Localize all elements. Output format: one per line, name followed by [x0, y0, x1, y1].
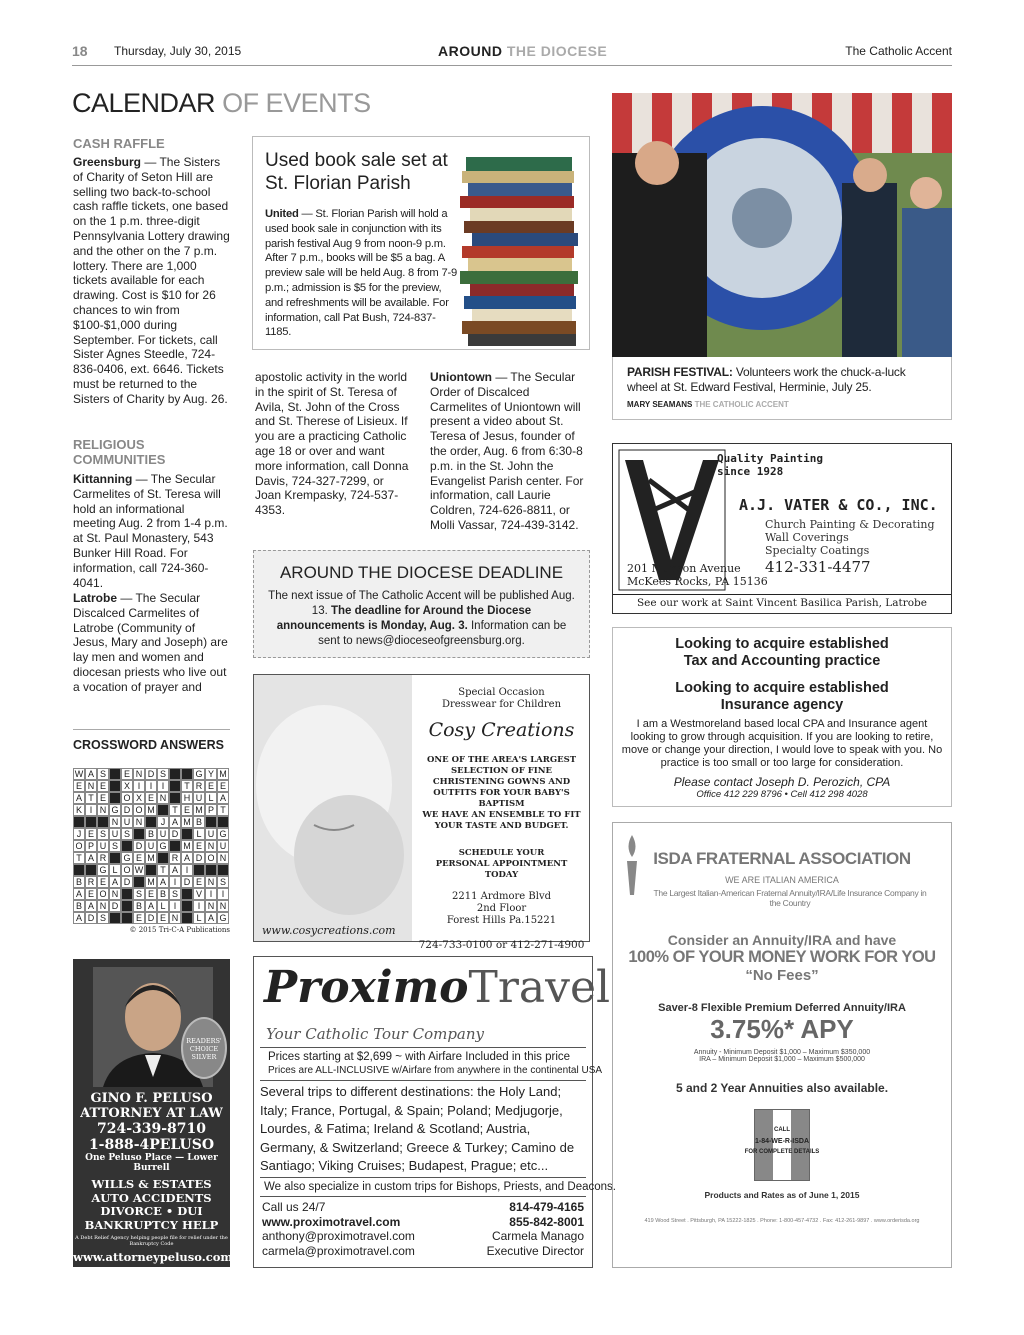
- section-title: AROUND THE DIOCESE: [438, 43, 608, 59]
- vater-slogan: Quality Painting since 1928: [717, 452, 823, 478]
- crossword-cell: D: [109, 900, 121, 912]
- crossword-cell: U: [145, 840, 157, 852]
- crossword-cell: S: [169, 888, 181, 900]
- peluso-address: One Peluso Place — Lower Burrell: [85, 1153, 218, 1173]
- crossword-cell: R: [193, 780, 205, 792]
- vater-address: 201 Munson Avenue McKees Rocks, PA 15136: [627, 562, 768, 588]
- crossword-cell: A: [205, 912, 217, 924]
- crossword-cell: M: [145, 852, 157, 864]
- crossword-black-cell: [133, 828, 145, 840]
- book-sale-box: [252, 136, 590, 350]
- crossword-cell: S: [217, 876, 229, 888]
- crossword-black-cell: [217, 864, 229, 876]
- crossword-cell: S: [97, 768, 109, 780]
- proximo-custom: We also specialize in custom trips for Bishops, Priests, and Deacons.: [260, 1177, 586, 1197]
- crossword-heading: CROSSWORD ANSWERS: [73, 738, 224, 752]
- cosy-content: [414, 687, 589, 951]
- kittanning-item: Kittanning — The Secular Carmelites of St. Teresa will hold an informational meeting Aug. 2 from 1-4 p.m. at St. Paul Monastery, 543 Bunker Hill Road. For information, call 724-360-4041.: [73, 472, 228, 590]
- publication-name: The Catholic Accent: [845, 44, 952, 58]
- crossword-cell: E: [73, 780, 85, 792]
- crossword-copyright: © 2015 Tri-C-A Publications: [129, 926, 230, 934]
- isda-h1: Consider an Annuity/IRA and have: [667, 932, 897, 948]
- crossword-cell: E: [121, 768, 133, 780]
- crossword-cell: N: [205, 876, 217, 888]
- crossword-black-cell: [121, 912, 133, 924]
- isda-also: 5 and 2 Year Annuities also available.: [675, 1081, 889, 1095]
- isda-rates: Products and Rates as of June 1, 2015: [704, 1190, 860, 1200]
- peluso-ad: [73, 959, 233, 1267]
- crossword-black-cell: [181, 888, 193, 900]
- crossword-cell: G: [121, 852, 133, 864]
- isda-tagline: The Largest Italian-American Fraternal Annuity/IRA/Life Insurance Company in the Country: [653, 888, 927, 908]
- photo-caption-box: [612, 357, 952, 420]
- cpa-ad: [612, 627, 952, 807]
- crossword-cell: A: [217, 792, 229, 804]
- crossword-cell: W: [74, 769, 84, 779]
- cosy-tagline: Special Occasion Dresswear for Children: [441, 687, 562, 710]
- crossword-cell: A: [85, 900, 97, 912]
- crossword-cell: D: [193, 852, 205, 864]
- peluso-title: ATTORNEY AT LAW: [80, 1106, 223, 1121]
- crossword-cell: I: [145, 780, 157, 792]
- crossword-cell: N: [157, 792, 169, 804]
- uniontown-item: Uniontown — The Secular Order of Discalced Carmelites of Uniontown will present a video about St. Teresa of Jesus, founder of the order, Aug. 6 from 6:30-8 p.m. in the St. John the Evangelist Parish center. For information, call Laurie Coldren, 724-626-8811, or Molli Vassar, 724-439-3142.: [430, 370, 584, 532]
- crossword-cell: N: [205, 840, 217, 852]
- crossword-black-cell: [85, 864, 97, 876]
- crossword-cell: E: [193, 876, 205, 888]
- cosy-desc1: ONE OF THE AREA'S LARGEST SELECTION OF FINE CHRISTENING GOWNS AND OUTFITS FOR YOUR BABY'S BAPTISM: [426, 755, 577, 809]
- crossword-black-cell: [205, 864, 217, 876]
- crossword-cell: E: [85, 888, 97, 900]
- crossword-black-cell: [205, 816, 217, 828]
- crossword-cell: G: [97, 864, 109, 876]
- peluso-content: [73, 1091, 233, 1264]
- book-sale-title: Used book sale set at St. Florian Parish: [265, 150, 448, 194]
- isda-name: ISDA FRATERNAL ASSOCIATION: [653, 849, 911, 868]
- crossword-cell: B: [193, 816, 205, 828]
- crossword-cell: R: [169, 852, 181, 864]
- crossword-cell: N: [217, 852, 229, 864]
- crossword-cell: P: [85, 840, 97, 852]
- crossword-cell: N: [133, 816, 145, 828]
- crossword-cell: E: [145, 888, 157, 900]
- crossword-cell: G: [217, 828, 229, 840]
- crossword-cell: M: [217, 768, 229, 780]
- proximo-trips: Several trips to different destinations: the Holy Land; Italy; France, Portugal, & Spain; Poland; Medjugorje, Lourdes, & Fatima; Ireland & Scotland; Austria, Germany, & Switzerland; Greece & Turkey; Camino de Santiago; Viking Cruises; Budapest, Prague; etc...: [260, 1084, 575, 1173]
- crossword-cell: N: [133, 768, 145, 780]
- crossword-cell: I: [205, 888, 217, 900]
- crossword-cell: D: [145, 768, 157, 780]
- isda-footer: 419 Wood Street . Pittsburgh, PA 15222-1825 . Phone: 1-800-457-4732 . Fax: 412-261-9897 . www.orderisda.org: [644, 1218, 920, 1224]
- crossword-cell: S: [97, 912, 109, 924]
- crossword-cell: M: [145, 876, 157, 888]
- crossword-cell: O: [97, 888, 109, 900]
- deadline-text: The next issue of The Catholic Accent will be published Aug. 13. The deadline for Around the Diocese announcements is Monday, Aug. 3. Information can be sent to news@dioceseofgreensburg.org.: [268, 590, 575, 647]
- vater-name: A.J. VATER & CO., INC.: [739, 496, 938, 514]
- crossword-cell: U: [205, 828, 217, 840]
- crossword-cell: O: [73, 840, 85, 852]
- crossword-black-cell: [121, 888, 133, 900]
- crossword-black-cell: [133, 876, 145, 888]
- crossword-cell: N: [97, 804, 109, 816]
- crossword-cell: T: [73, 852, 85, 864]
- crossword-cell: S: [109, 840, 121, 852]
- crossword-cell: L: [193, 828, 205, 840]
- cosy-address: 2211 Ardmore Blvd 2nd Floor Forest Hills Pa.15221: [446, 891, 557, 926]
- vater-services: Church Painting & Decorating Wall Coverings Specialty Coatings: [765, 518, 935, 557]
- readers-choice-badge: READERS' CHOICE SILVER: [181, 1017, 227, 1079]
- crossword-black-cell: [169, 792, 181, 804]
- book-sale-text: United — St. Florian Parish will hold a used book sale in conjunction with its parish festival Aug 9 from noon-9 p.m. After 7 p.m., books will be $5 a bag. A preview sale will be held Aug. 8 from 7-9 p.m.; admission is $5 for the preview, and refreshments will be available. For information, call Pat Bush, 724-837-1185.: [265, 208, 458, 339]
- crossword-black-cell: [193, 864, 205, 876]
- crossword-cell: O: [133, 804, 145, 816]
- crossword-cell: M: [145, 804, 157, 816]
- crossword-cell: B: [157, 888, 169, 900]
- crossword-cell: T: [181, 780, 193, 792]
- torch-icon: [621, 833, 643, 897]
- isda-min2: IRA – Minimum Deposit $1,000 – Maximum $500,000: [699, 1056, 865, 1063]
- crossword-black-cell: [217, 816, 229, 828]
- crossword-cell: T: [157, 864, 169, 876]
- crossword-cell: J: [73, 828, 85, 840]
- peluso-web: www.attorneypeluso.com: [73, 1250, 233, 1264]
- crossword-cell: A: [73, 888, 85, 900]
- crossword-cell: A: [157, 876, 169, 888]
- crossword-cell: A: [85, 852, 97, 864]
- vater-ad: [612, 443, 952, 614]
- parish-festival-photo: [612, 93, 952, 357]
- crossword-black-cell: [109, 768, 121, 780]
- crossword-cell: J: [157, 816, 169, 828]
- cosy-phones: 724-733-0100 or 412-271-4900: [418, 939, 585, 951]
- crossword-black-cell: [169, 840, 181, 852]
- crossword-black-cell: [109, 792, 121, 804]
- crossword-cell: U: [217, 840, 229, 852]
- proximo-contact-left: Call us 24/7 www.proximotravel.com anthony@proximotravel.com carmela@proximotravel.com: [262, 1200, 415, 1258]
- issue-date: Thursday, July 30, 2015: [114, 44, 242, 58]
- crossword-cell: S: [157, 768, 169, 780]
- crossword-black-cell: [181, 828, 193, 840]
- latrobe-item-cont: apostolic activity in the world in the spirit of St. Teresa of Avila, St. John of the Cross and St. Therese of Lisieux. If you are a practicing Catholic age 18 or over and want more information, call Donna Davis, 724-327-7299, or Joan Krempasky, 724-537-4353.: [255, 370, 409, 518]
- isda-product: Saver-8 Flexible Premium Deferred Annuity/IRA: [658, 1002, 906, 1014]
- crossword-cell: B: [133, 900, 145, 912]
- isda-min1: Annuity - Minimum Deposit $1,000 – Maximum $350,000: [693, 1049, 871, 1056]
- cosy-web: www.cosycreations.com: [262, 924, 396, 937]
- crossword-cell: E: [85, 828, 97, 840]
- crossword-cell: I: [85, 804, 97, 816]
- vater-footer: See our work at Saint Vincent Basilica Parish, Latrobe: [613, 594, 951, 609]
- peluso-name: GINO F. PELUSO: [90, 1091, 213, 1106]
- proximo-tagline: Your Catholic Tour Company: [266, 1025, 485, 1043]
- crossword-cell: I: [193, 900, 205, 912]
- crossword-cell: N: [217, 900, 229, 912]
- crossword-cell: M: [181, 816, 193, 828]
- crossword-black-cell: [145, 816, 157, 828]
- crossword-cell: S: [121, 828, 133, 840]
- crossword-cell: W: [134, 865, 144, 875]
- crossword-cell: D: [85, 912, 97, 924]
- crossword-black-cell: [181, 900, 193, 912]
- peluso-phone2: 1-888-4PELUSO: [88, 1137, 215, 1153]
- crossword-cell: L: [157, 900, 169, 912]
- crossword-cell: N: [85, 780, 97, 792]
- deadline-title: AROUND THE DIOCESE DEADLINE: [279, 563, 564, 582]
- crossword-cell: I: [157, 780, 169, 792]
- crossword-black-cell: [181, 912, 193, 924]
- peluso-services: WILLS & ESTATES AUTO ACCIDENTS DIVORCE • DUI BANKRUPTCY HELP: [84, 1177, 219, 1232]
- crossword-black-cell: [157, 852, 169, 864]
- isda-ad: [612, 822, 952, 1268]
- crossword-cell: U: [193, 792, 205, 804]
- vater-phone: 412-331-4477: [765, 558, 871, 576]
- crossword-black-cell: [109, 780, 121, 792]
- crossword-black-cell: [73, 816, 85, 828]
- deadline-box: [253, 550, 590, 658]
- crossword-black-cell: [121, 900, 133, 912]
- cosy-creations-ad: [253, 674, 590, 951]
- cpa-heading-1: Looking to acquire established Tax and Accounting practice: [675, 636, 889, 669]
- crossword-cell: T: [217, 804, 229, 816]
- crossword-black-cell: [145, 864, 157, 876]
- crossword-black-cell: [109, 912, 121, 924]
- crossword-cell: P: [205, 804, 217, 816]
- crossword-cell: A: [73, 792, 85, 804]
- crossword-cell: D: [145, 912, 157, 924]
- crossword-cell: G: [109, 804, 121, 816]
- crossword-cell: G: [217, 912, 229, 924]
- crossword-cell: D: [169, 828, 181, 840]
- crossword-cell: V: [193, 888, 205, 900]
- baby-photo: [254, 675, 412, 941]
- crossword-black-cell: [85, 816, 97, 828]
- crossword-cell: A: [169, 864, 181, 876]
- crossword-cell: R: [85, 876, 97, 888]
- religious-heading: RELIGIOUS COMMUNITIES: [73, 437, 166, 467]
- cosy-desc3: SCHEDULE YOUR PERSONAL APPOINTMENT TODAY: [435, 848, 568, 880]
- page-header: [72, 40, 952, 66]
- crossword-cell: N: [109, 816, 121, 828]
- crossword-cell: S: [97, 828, 109, 840]
- crossword-cell: U: [97, 840, 109, 852]
- crossword-cell: S: [133, 888, 145, 900]
- crossword-cell: G: [193, 768, 205, 780]
- crossword-cell: I: [217, 888, 229, 900]
- crossword-cell: I: [181, 864, 193, 876]
- isda-h2: 100% OF YOUR MONEY WORK FOR YOU: [628, 948, 936, 966]
- book-stack-image: [458, 151, 586, 347]
- crossword-cell: E: [97, 876, 109, 888]
- crossword-cell: N: [205, 900, 217, 912]
- proximo-contact-right: 814-479-4165 855-842-8001 Carmela Manago Executive Director: [486, 1200, 584, 1258]
- cpa-contact: Please contact Joseph D. Perozich, CPA: [673, 775, 891, 789]
- calendar-title: CALENDAR OF EVENTS: [72, 88, 371, 118]
- crossword-cell: U: [109, 828, 121, 840]
- crossword-cell: E: [145, 792, 157, 804]
- crossword-cell: B: [145, 828, 157, 840]
- crossword-cell: B: [73, 876, 85, 888]
- isda-call-text: CALL 1-84-WE-R-ISDA FOR COMPLETE DETAILS: [744, 1127, 820, 1155]
- crossword-cell: X: [121, 780, 133, 792]
- cosy-desc2: WE HAVE AN ENSEMBLE TO FIT YOUR TASTE AND BUDGET.: [422, 810, 581, 831]
- page-number: 18: [72, 43, 88, 59]
- crossword-cell: E: [157, 912, 169, 924]
- peluso-phone1: 724-339-8710: [96, 1121, 207, 1137]
- crossword-cell: N: [169, 912, 181, 924]
- crossword-black-cell: [181, 768, 193, 780]
- crossword-cell: A: [145, 900, 157, 912]
- crossword-cell: A: [181, 852, 193, 864]
- crossword-cell: E: [97, 780, 109, 792]
- crossword-black-cell: [97, 816, 109, 828]
- crossword-cell: K: [73, 804, 85, 816]
- crossword-cell: A: [73, 912, 85, 924]
- photo-credit: MARY SEAMANS THE CATHOLIC ACCENT: [627, 400, 789, 409]
- crossword-grid: [73, 768, 230, 924]
- crossword-cell: X: [133, 792, 145, 804]
- crossword-cell: U: [121, 816, 133, 828]
- photo-caption: PARISH FESTIVAL: Volunteers work the chuck-a-luck wheel at St. Edward Festival, Herminie, July 25.: [627, 365, 906, 394]
- crossword-cell: A: [85, 768, 97, 780]
- crossword-cell: M: [181, 840, 193, 852]
- crossword-cell: D: [121, 804, 133, 816]
- crossword-cell: E: [181, 804, 193, 816]
- proximo-prices: Prices starting at $2,699 ~ with Airfare Included in this price Prices are ALL-INCLUSIVE w/Airfare from anywhere in the continental USA: [260, 1047, 586, 1081]
- crossword-black-cell: [169, 780, 181, 792]
- crossword-black-cell: [73, 864, 85, 876]
- crossword-cell: L: [109, 864, 121, 876]
- isda-h3: “No Fees”: [745, 967, 819, 984]
- crossword-cell: N: [97, 900, 109, 912]
- crossword-cell: T: [85, 792, 97, 804]
- crossword-cell: U: [157, 828, 169, 840]
- isda-sub: WE ARE ITALIAN AMERICA: [725, 875, 839, 885]
- latrobe-item: Latrobe — The Secular Discalced Carmelites of Latrobe (Community of Jesus, Mary and Joseph) are lay men and women and diocesan priests who live out a vocation of prayer and: [73, 591, 228, 694]
- crossword-black-cell: [121, 840, 133, 852]
- peluso-fine-print: A Debt Relief Agency helping people file for relief under the Bankruptcy Code: [75, 1235, 228, 1247]
- cpa-heading-2: Looking to acquire established Insurance agency: [675, 680, 889, 713]
- proximo-logo: ProximoTravel: [264, 962, 611, 1013]
- crossword-cell: L: [205, 792, 217, 804]
- crossword-cell: E: [205, 780, 217, 792]
- crossword-cell: B: [73, 900, 85, 912]
- crossword-cell: I: [133, 780, 145, 792]
- crossword-black-cell: [109, 852, 121, 864]
- crossword-cell: O: [205, 852, 217, 864]
- crossword-cell: Y: [205, 768, 217, 780]
- crossword-cell: A: [109, 876, 121, 888]
- crossword-cell: G: [157, 840, 169, 852]
- proximo-travel-ad: [253, 956, 616, 1268]
- crossword-cell: R: [97, 852, 109, 864]
- crossword-cell: N: [109, 888, 121, 900]
- crossword-cell: D: [133, 840, 145, 852]
- cpa-text: I am a Westmoreland based local CPA and Insurance agent looking to grow through acquisition. If you are looking to retire, move or change your direction, I would love to speak with you. No practice is too small or too large for consideration.: [621, 718, 943, 769]
- crossword-cell: E: [217, 780, 229, 792]
- crossword-cell: E: [193, 840, 205, 852]
- crossword-cell: D: [121, 876, 133, 888]
- isda-apy: 3.75%* APY: [710, 1014, 854, 1044]
- crossword-cell: E: [97, 792, 109, 804]
- crossword-cell: T: [169, 804, 181, 816]
- cpa-phones: Office 412 229 8796 • Cell 412 298 4028: [696, 789, 868, 800]
- crossword-black-cell: [169, 768, 181, 780]
- cash-raffle-item: Greensburg — The Sisters of Charity of Seton Hill are selling two back-to-school cash raffle tickets, one based on the 1 p.m. three-digit Pennsylvania Lottery drawing and the other on the 7 p.m. lottery. There are 1,000 tickets available for each drawing. Cost is $10 for 26 chances to win from $100-$1,000 during September. For tickets, call Sister Agnes Steedle, 724-836-0406, ext. 6646. Tickets must be returned to the Sisters of Charity by Aug. 26.: [73, 155, 230, 406]
- crossword-cell: M: [193, 804, 205, 816]
- crossword-cell: L: [193, 912, 205, 924]
- crossword-cell: A: [169, 816, 181, 828]
- crossword-cell: I: [169, 900, 181, 912]
- crossword-section: [73, 729, 230, 941]
- crossword-cell: D: [181, 876, 193, 888]
- crossword-cell: O: [121, 864, 133, 876]
- cash-raffle-heading: CASH RAFFLE: [73, 136, 165, 151]
- crossword-cell: I: [169, 876, 181, 888]
- crossword-cell: O: [121, 792, 133, 804]
- crossword-cell: H: [181, 792, 193, 804]
- crossword-cell: E: [133, 912, 145, 924]
- cosy-name: Cosy Creations: [428, 719, 575, 741]
- crossword-cell: E: [133, 852, 145, 864]
- crossword-black-cell: [157, 804, 169, 816]
